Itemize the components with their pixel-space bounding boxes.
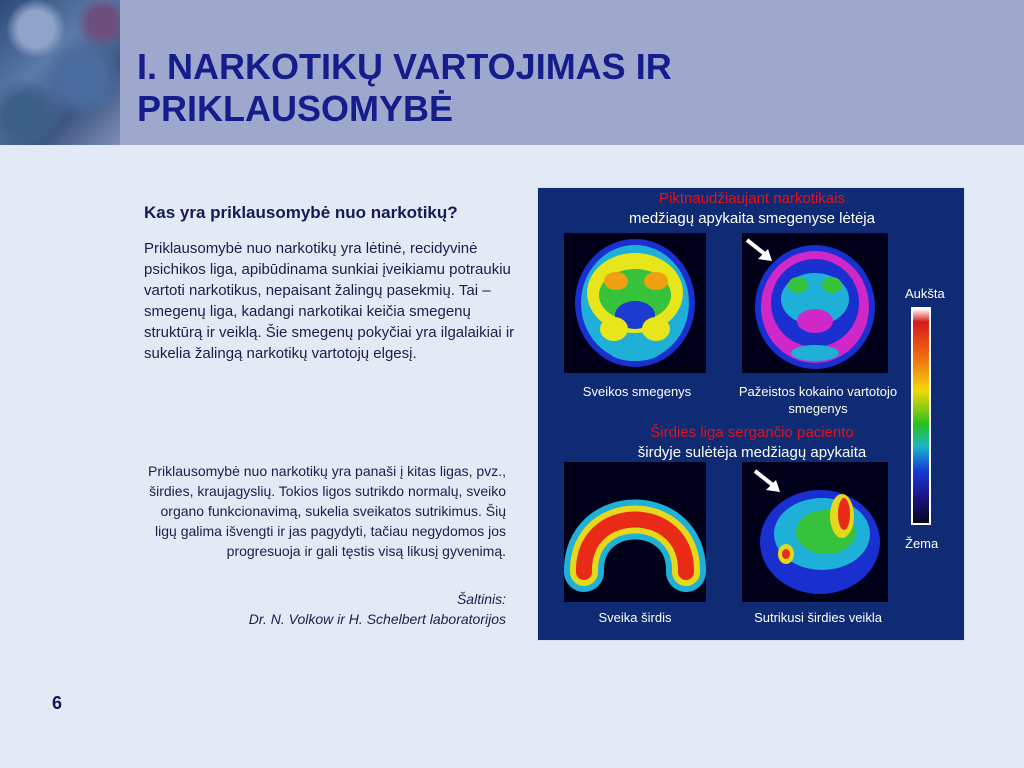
healthy-brain-scan	[564, 233, 706, 373]
source-label: Šaltinis:	[456, 591, 506, 607]
question-heading: Kas yra priklausomybė nuo narkotikų?	[144, 203, 458, 222]
damaged-brain-scan	[742, 233, 888, 373]
page-title	[137, 46, 897, 130]
healthy-brain-label: Sveikos smegenys	[582, 384, 692, 399]
definition-paragraph: Priklausomybė nuo narkotikų yra lėtinė, recidyvinė psichikos liga, apibūdinama sunkiai įveikiamu potraukiu vartoti narkotikus, nepaisant žalingų pasekmių. Tai – smegenų liga, kadangi narkotikai keičia smegenų struktūrą ir veiklą. Šie smegenų pokyčiai yra ilgalaikiai ir sukelia žalingą narkotikų vartotojų elgesį.	[144, 240, 515, 362]
damaged-heart-scan	[742, 462, 888, 602]
header-decorative-image	[0, 0, 120, 145]
brain-caption-red: Piktnaudžiaujant narkotikais	[659, 190, 845, 207]
heart-caption-white: širdyje sulėtėja medžiagų apykaita	[637, 444, 867, 461]
arrow-pointer-icon	[752, 468, 784, 496]
comparison-paragraph: Priklausomybė nuo narkotikų yra panaši į kitas ligas, pvz., širdies, kraujagyslių. Tokios ligos sutrikdo normalų, sveiko organo funkcionavimą, sukelia sveikatos sutrikimus. Šių ligų galima išvengti ir jas pagydyti, tačiau negydomos jos progresuoja ir gali tęstis visą likusį gyvenimą.	[148, 463, 506, 559]
metabolism-color-scale	[911, 307, 931, 525]
arrow-pointer-icon	[744, 237, 776, 265]
source-citation	[140, 589, 506, 629]
scale-low-label: Žema	[905, 536, 939, 551]
title-line-2: PRIKLAUSOMYBĖ	[137, 88, 454, 129]
brain-caption-white: medžiagų apykaita smegenyse lėtėja	[629, 210, 875, 227]
scale-high-label: Aukšta	[905, 286, 945, 301]
healthy-heart-scan	[564, 462, 706, 602]
title-line-1: I. NARKOTIKŲ VARTOJIMAS IR	[137, 46, 672, 87]
damaged-heart-label: Sutrikusi širdies veikla	[754, 610, 882, 625]
heart-caption-red: Širdies liga sergančio paciento	[650, 424, 854, 441]
pet-scan-figure	[537, 187, 965, 641]
source-text: Dr. N. Volkow ir H. Schelbert laboratorijos	[248, 611, 506, 627]
page-number: 6	[52, 693, 63, 713]
healthy-heart-label: Sveika širdis	[598, 610, 672, 625]
damaged-brain-label: Pažeistos kokaino vartotojo smegenys	[738, 384, 898, 416]
